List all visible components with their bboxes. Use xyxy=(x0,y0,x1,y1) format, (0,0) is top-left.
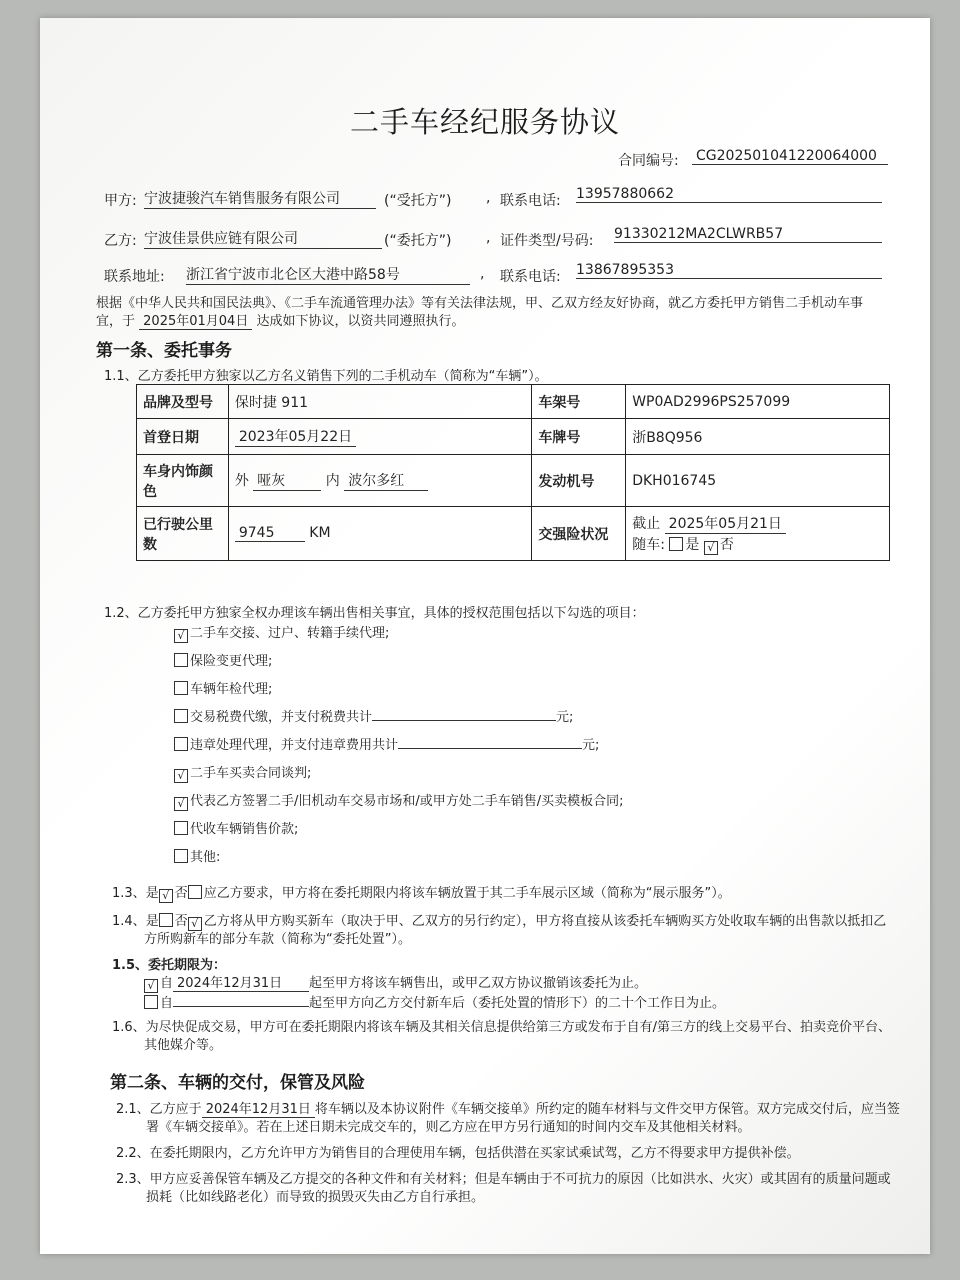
auth-checkbox[interactable] xyxy=(174,681,188,695)
term-option-2-pre: 自 xyxy=(160,996,174,1011)
clause-1-3-yes-checkbox[interactable]: √ xyxy=(159,889,173,903)
auth-item-label: 代收车辆销售价款; xyxy=(190,822,299,837)
party-b-name: 宁波佳景供应链有限公司 xyxy=(144,228,382,249)
preamble-line2-pre: 宜，于 xyxy=(96,314,136,329)
engine-value: DKH016745 xyxy=(626,455,890,507)
table-row xyxy=(137,507,890,561)
clause-1-4-line1: 乙方将从甲方购买新车（取决于甲、乙双方的另行约定），甲方将直接从该委托车辆购买方处收取车辆的出售款以抵扣乙 xyxy=(203,914,887,929)
ins-with-car-label: 随车: xyxy=(632,536,665,553)
preamble-line2-post: 达成如下协议，以资共同遵照执行。 xyxy=(256,314,465,329)
party-a-phone: 13957880662 xyxy=(576,186,882,203)
auth-checkbox[interactable]: √ xyxy=(174,797,188,811)
clause-1-4-yes: 是 xyxy=(145,914,159,929)
insurance-label: 交强险状况 xyxy=(532,507,626,561)
violation-suffix: 元; xyxy=(582,738,600,753)
term-option-2 xyxy=(144,992,725,1011)
clause-1-6-line2: 其他媒介等。 xyxy=(144,1038,223,1053)
auth-checkbox[interactable] xyxy=(174,737,188,751)
color-label: 车身内饰颜色 xyxy=(137,455,229,507)
term-option-2-date-field[interactable] xyxy=(173,1006,309,1007)
preamble-line2 xyxy=(96,310,464,330)
party-b-id-label: 证件类型/号码: xyxy=(500,233,594,249)
address-phone-label: 联系电话: xyxy=(500,269,561,285)
ext-color: 哑灰 xyxy=(253,470,321,491)
auth-item xyxy=(174,762,311,783)
delivery-date: 2024年12月31日 xyxy=(202,1098,315,1118)
clause-2-1-pre: 2.1、乙方应于 xyxy=(116,1102,202,1117)
party-a-comma: , xyxy=(486,190,491,206)
insurance-cell xyxy=(626,507,890,561)
clause-1-6-line1: 1.6、为尽快促成交易，甲方可在委托期限内将该车辆及其相关信息提供给第三方或发布于自有/第三方的线上交易平台、拍卖竞价平台、 xyxy=(112,1020,892,1035)
reg-date-cell xyxy=(228,419,532,455)
auth-item xyxy=(174,790,624,811)
section-2-heading: 第二条、车辆的交付，保管及风险 xyxy=(110,1073,365,1093)
party-b-role: (“委托方”) xyxy=(384,233,452,249)
term-option-2-checkbox[interactable] xyxy=(144,995,158,1009)
auth-item-label: 违章处理代理，并支付违章费用共计 xyxy=(190,738,399,753)
term-option-1-checkbox[interactable]: √ xyxy=(144,979,158,993)
ins-no-label: 否 xyxy=(719,536,734,553)
reg-date-label: 首登日期 xyxy=(137,419,229,455)
auth-checkbox[interactable] xyxy=(174,653,188,667)
int-prefix: 内 xyxy=(325,473,340,489)
brand-label: 品牌及型号 xyxy=(137,385,229,419)
auth-checkbox[interactable] xyxy=(174,821,188,835)
clause-1-3-text: 应乙方要求，甲方将在委托期限内将该车辆放置于其二手车展示区域（简称为“展示服务”）。 xyxy=(203,886,731,901)
vin-value: WP0AD2996PS257099 xyxy=(626,385,890,419)
mileage-value: 9745 xyxy=(235,525,305,542)
tax-amount-field[interactable] xyxy=(372,720,556,721)
color-cell xyxy=(228,455,532,507)
clause-1-4-num: 1.4、 xyxy=(112,914,146,929)
mileage-label: 已行驶公里数 xyxy=(137,507,229,561)
auth-checkbox[interactable]: √ xyxy=(174,629,188,643)
party-b-comma: , xyxy=(486,230,491,246)
term-start-date: 2024年12月31日 xyxy=(173,972,309,992)
agreement-date: 2025年01月04日 xyxy=(139,310,252,330)
clause-2-2: 2.2、在委托期限内，乙方允许甲方为销售目的合理使用车辆，包括供潜在买家试乘试驾，乙方不得要求甲方提供补偿。 xyxy=(116,1146,800,1161)
reg-date-value: 2023年05月22日 xyxy=(235,426,356,447)
party-a-name: 宁波捷骏汽车销售服务有限公司 xyxy=(144,188,376,209)
ins-yes-label: 是 xyxy=(685,536,700,553)
mileage-cell xyxy=(228,507,532,561)
auth-checkbox[interactable] xyxy=(174,709,188,723)
clause-1-4-yes-checkbox[interactable] xyxy=(159,913,173,927)
violation-amount-field[interactable] xyxy=(398,748,582,749)
ins-deadline-prefix: 截止 xyxy=(632,515,661,532)
table-row xyxy=(137,455,890,507)
address-value: 浙江省宁波市北仑区大港中路58号 xyxy=(186,264,470,285)
address-phone: 13867895353 xyxy=(576,262,882,279)
party-b-label: 乙方: xyxy=(104,233,137,249)
clause-1-3-no: 否 xyxy=(174,886,188,901)
contract-no-value: CG202501041220064000 xyxy=(692,148,888,165)
auth-item xyxy=(174,706,573,725)
section-1-heading: 第一条、委托事务 xyxy=(96,341,232,361)
vehicle-table xyxy=(136,384,890,561)
term-option-1-post: 起至甲方将该车辆售出，或甲乙双方协议撤销该委托为止。 xyxy=(309,976,648,991)
ins-deadline: 2025年05月21日 xyxy=(665,513,786,534)
auth-item-label: 代表乙方签署二手/旧机动车交易市场和/或甲方处二手车销售/买卖模板合同; xyxy=(190,794,624,809)
table-row xyxy=(137,419,890,455)
term-option-1 xyxy=(144,972,647,993)
auth-item-label: 其他: xyxy=(190,850,221,865)
clause-1-5-heading: 1.5、委托期限为： xyxy=(112,958,227,973)
clause-2-3-line1: 2.3、甲方应妥善保管车辆及乙方提交的各种文件和有关材料；但是车辆由于不可抗力的原因（比如洪水、火灾）或其固有的质量问题或 xyxy=(116,1172,891,1187)
party-b-id-value: 91330212MA2CLWRB57 xyxy=(614,226,882,243)
auth-checkbox[interactable] xyxy=(174,849,188,863)
party-a-label: 甲方: xyxy=(104,193,137,209)
clause-1-4-no: 否 xyxy=(174,914,188,929)
party-a-role: (“受托方”) xyxy=(384,193,452,209)
table-row xyxy=(137,385,890,419)
mileage-unit: KM xyxy=(309,525,331,541)
auth-item-label: 二手车交接、过户、转籍手续代理; xyxy=(190,626,390,641)
auth-item xyxy=(174,678,272,697)
ins-no-checkbox[interactable]: √ xyxy=(704,541,718,555)
int-color: 波尔多红 xyxy=(344,470,428,491)
document-title: 二手车经纪服务协议 xyxy=(349,105,620,139)
clause-2-1-line1 xyxy=(116,1098,900,1118)
clause-1-3-num: 1.3、 xyxy=(112,886,146,901)
auth-item xyxy=(174,846,220,865)
auth-item-label: 车辆年检代理; xyxy=(190,682,273,697)
auth-item xyxy=(174,734,599,753)
clause-1-3 xyxy=(112,882,731,903)
auth-item xyxy=(174,650,272,669)
address-label: 联系地址: xyxy=(104,269,165,285)
ext-prefix: 外 xyxy=(234,473,249,489)
term-option-1-pre: 自 xyxy=(160,976,174,991)
clause-2-1-line2: 署《车辆交接单》。若在上述日期未完成交车的，则乙方应在甲方另行通知的时间内交车及其他相关材料。 xyxy=(146,1120,751,1135)
auth-item-label: 交易税费代缴，并支付税费共计 xyxy=(190,710,373,725)
contract-paper xyxy=(40,18,930,1254)
auth-item xyxy=(174,622,389,643)
clause-2-1-post: 将车辆以及本协议附件《车辆交接单》所约定的随车材料与文件交甲方保管。双方完成交付后，应当签 xyxy=(314,1102,900,1117)
vin-label: 车架号 xyxy=(532,385,626,419)
plate-value: 浙B8Q956 xyxy=(626,419,890,455)
clause-2-3-line2: 损耗（比如线路老化）而导致的损毁灭失由乙方自行承担。 xyxy=(146,1190,485,1205)
tax-suffix: 元; xyxy=(556,710,574,725)
address-comma: , xyxy=(480,266,485,282)
auth-item-label: 二手车买卖合同谈判; xyxy=(190,766,312,781)
clause-1-4-line2: 方所购新车的部分车款（简称为“委托处置”）。 xyxy=(144,932,411,947)
clause-1-2-intro: 1.2、乙方委托甲方独家全权办理该车辆出售相关事宜，具体的授权范围包括以下勾选的项目： xyxy=(104,606,645,621)
clause-1-1: 1.1、乙方委托甲方独家以乙方名义销售下列的二手机动车（简称为“车辆”）。 xyxy=(104,369,548,384)
auth-item-label: 保险变更代理; xyxy=(190,654,273,669)
auth-checkbox[interactable]: √ xyxy=(174,769,188,783)
preamble-line1: 根据《中华人民共和国民法典》、《二手车流通管理办法》等有关法律法规，甲、乙双方经友好协商，就乙方委托甲方销售二手机动车事 xyxy=(96,296,864,311)
brand-value: 保时捷 911 xyxy=(228,385,532,419)
term-option-2-post: 起至甲方向乙方交付新车后（委托处置的情形下）的二十个工作日为止。 xyxy=(309,996,726,1011)
plate-label: 车牌号 xyxy=(532,419,626,455)
contract-no-label: 合同编号: xyxy=(618,153,679,169)
party-a-phone-label: 联系电话: xyxy=(500,193,561,209)
engine-label: 发动机号 xyxy=(532,455,626,507)
ins-yes-checkbox[interactable] xyxy=(669,537,683,551)
auth-item xyxy=(174,818,298,837)
clause-1-3-yes: 是 xyxy=(145,886,159,901)
clause-1-4-no-checkbox[interactable]: √ xyxy=(188,917,202,931)
clause-1-3-no-checkbox[interactable] xyxy=(188,885,202,899)
